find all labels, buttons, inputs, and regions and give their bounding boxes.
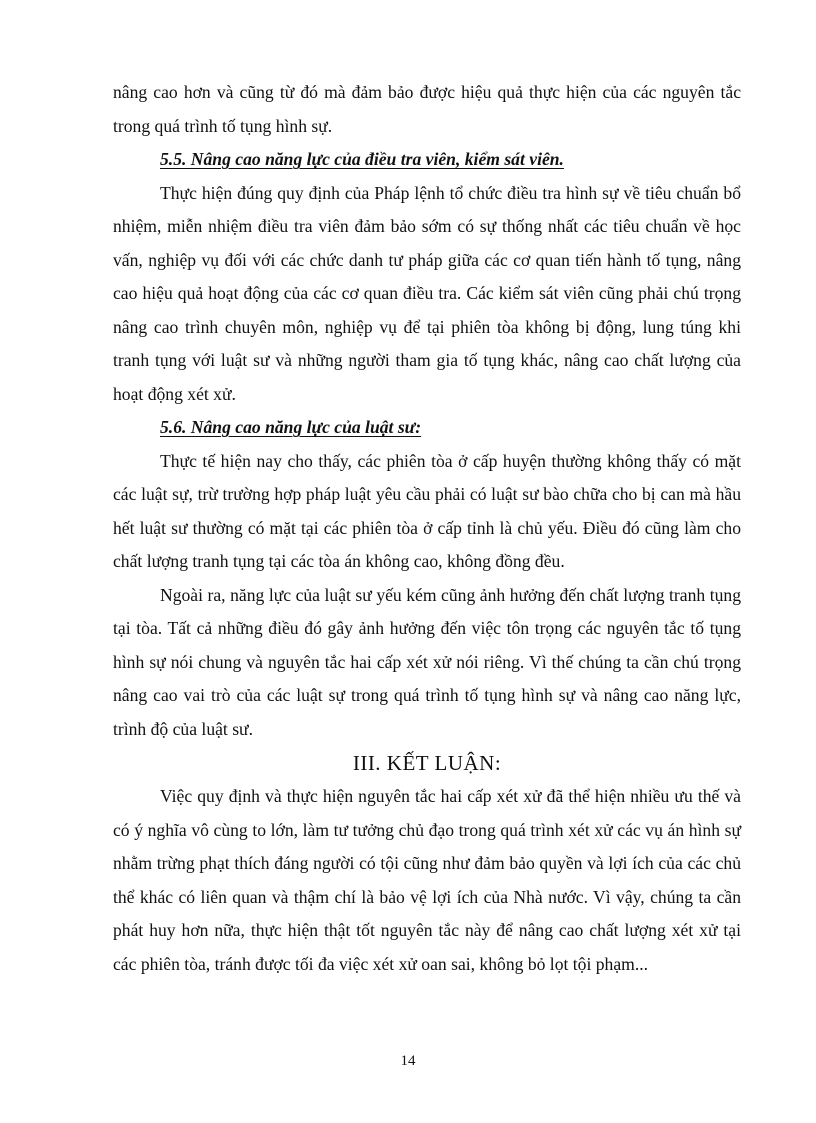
paragraph-lawyers-capacity: Ngoài ra, năng lực của luật sư yếu kém cũng ảnh hưởng đến chất lượng tranh tụng tại tòa. Tất cả những điều đó gây ảnh hưởng đến việc tôn trọng các nguyên tắc tố tụng hình sự nói chung và nguyên tắc hai cấp xét xử nói riêng. Vì thế chúng ta cần chú trọng nâng cao vai trò của các luật sự trong quá trình tố tụng hình sự và nâng cao năng lực, trình độ của luật sư. bbox=[113, 584, 741, 739]
paragraph-continuation: nâng cao hơn và cũng từ đó mà đảm bảo được hiệu quả thực hiện của các nguyên tắc trong quá trình tố tụng hình sự. bbox=[113, 82, 741, 136]
paragraph-investigators: Thực hiện đúng quy định của Pháp lệnh tổ chức điều tra hình sự về tiêu chuẩn bổ nhiệm, miễn nhiệm điều tra viên đảm bảo sớm có sự thống nhất các tiêu chuẩn về học vấn, nghiệp vụ đối với các chức danh tư pháp giữa các cơ quan tiến hành tố tụng, nâng cao hiệu quả hoạt động của các cơ quan điều tra. Các kiểm sát viên cũng phải chú trọng nâng cao trình chuyên môn, nghiệp vụ để tại phiên tòa không bị động, lung túng khi tranh tụng với luật sư và những người tham gia tố tụng khác, nâng cao chất lượng của hoạt động xét xử. bbox=[113, 182, 741, 404]
page-number: 14 bbox=[400, 1053, 416, 1069]
section-heading-5-5: 5.5. Nâng cao năng lực của điều tra viên, kiểm sát viên. bbox=[160, 149, 564, 169]
section-heading-5-6: 5.6. Nâng cao năng lực của luật sư: bbox=[160, 417, 422, 437]
paragraph-conclusion: Việc quy định và thực hiện nguyên tắc hai cấp xét xử đã thể hiện nhiều ưu thế và có ý nghĩa vô cùng to lớn, làm tư tưởng chủ đạo trong quá trình xét xử các vụ án hình sự nhằm trừng phạt thích đáng người có tội cũng như đảm bảo quyền và lợi ích của các chủ thể khác có liên quan và thậm chí là bảo vệ lợi ích của Nhà nước. Vì vậy, chúng ta cần phát huy hơn nữa, thực hiện thật tốt nguyên tắc này để nâng cao chất lượng xét xử tại các phiên tòa, tránh được tối đa việc xét xử oan sai, không bỏ lọt tội phạm... bbox=[113, 786, 741, 974]
page-body bbox=[113, 76, 741, 981]
section-heading-conclusion: III. KẾT LUẬN: bbox=[352, 751, 502, 775]
paragraph-lawyers-reality: Thực tế hiện nay cho thấy, các phiên tòa ở cấp huyện thường không thấy có mặt các luật sự, trừ trường hợp pháp luật yêu cầu phải có luật sư bào chữa cho bị can mà hầu hết luật sư thường có mặt tại các phiên tòa ở cấp tỉnh là chủ yếu. Điều đó cũng làm cho chất lượng tranh tụng tại các tòa án không cao, không đồng đều. bbox=[113, 450, 741, 571]
